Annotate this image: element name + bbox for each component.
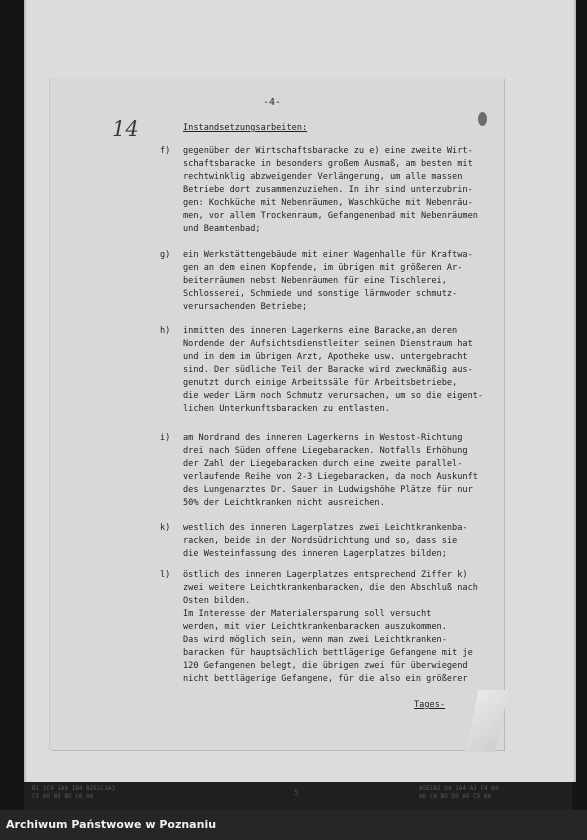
punch-hole-icon	[478, 112, 487, 126]
text-line: inmitten des inneren Lagerkerns eine Baracke,an deren	[183, 326, 458, 336]
text-line: genutzt durch einige Arbeitssäle für Arbeitsbetriebe,	[183, 378, 458, 388]
archive-footer	[0, 810, 587, 840]
entry-marker: h)	[160, 326, 171, 336]
text-line: drei nach Süden offene Liegebaracken. Notfalls Erhöhung	[183, 446, 468, 456]
text-line: gen an dem einen Kopfende, im übrigen mit größeren Ar-	[183, 263, 463, 273]
entry-marker: k)	[160, 523, 171, 533]
section-heading: Instandsetzungsarbeiten:	[183, 123, 308, 133]
page-number: -4-	[263, 97, 282, 108]
text-line: gegenüber der Wirtschaftsbaracke zu e) eine zweite Wirt-	[183, 146, 473, 156]
text-line: gen: Kochküche mit Nebenräumen, Waschküche mit Nebenräu-	[183, 198, 473, 208]
text-line: Im Interesse der Materialersparung soll versucht	[183, 609, 432, 619]
entry-marker: f)	[160, 146, 171, 156]
text-line: schaftsbaracke in besonders großem Ausmaß, am besten mit	[183, 159, 473, 169]
text-line: des Lungenarztes Dr. Sauer in Ludwigshöhe Plätze für nur	[183, 485, 473, 495]
text-line: baracken für hauptsächlich bettlägerige Gefangene mit je	[183, 648, 473, 658]
continuation-word: Tages-	[414, 700, 446, 710]
entry-marker: i)	[160, 433, 171, 443]
text-line: Osten bilden.	[183, 596, 251, 606]
text-line: Nordende der Aufsichtsdienstleiter seinen Dienstraum hat	[183, 339, 473, 349]
text-line: sind. Der südliche Teil der Baracke wird zweckmäßig aus-	[183, 365, 473, 375]
handwritten-folio: 14	[112, 117, 139, 141]
text-line: 120 Gefangenen belegt, die übrigen zwei für überwiegend	[183, 661, 468, 671]
text-line: die Westeinfassung des inneren Lagerplatzes bilden;	[183, 549, 447, 559]
text-line: nicht bettlägerige Gefangene, für die also ein größerer	[183, 674, 468, 684]
text-line: beiterräumen nebst Nebenräumen für eine Tischlerei,	[183, 276, 447, 286]
text-line: östlich des inneren Lagerplatzes entsprechend Ziffer k)	[183, 570, 468, 580]
reference-codes-right: A5E1B2 D4 1A4 A3 C4 B4 A6 C6 B5 D5 A5 C5 B6	[419, 785, 499, 800]
text-line: westlich des inneren Lagerplatzes zwei Leichtkrankenba-	[183, 523, 468, 533]
entry-marker: g)	[160, 250, 171, 260]
text-line: Schlosserei, Schmiede und sonstige lärmwoder schmutz-	[183, 289, 458, 299]
text-line: der Zahl der Liegebaracken durch eine zweite parallel-	[183, 459, 463, 469]
text-line: men, vor allem Trockenraum, Gefangenenbad mit Nebenräumen	[183, 211, 478, 221]
footer-code-strip	[24, 782, 572, 810]
text-line: die weder Lärm noch Schmutz verursachen, um so die eigent-	[183, 391, 484, 401]
text-line: lichen Unterkunftsbaracken zu entlasten.	[183, 404, 390, 414]
text-line: zwei weitere Leichtkrankenbaracken, die den Abschluß nach	[183, 583, 478, 593]
text-line: ein Werkstättengebäude mit einer Wagenhalle für Kraftwa-	[183, 250, 473, 260]
text-line: verlaufende Reihe von 2-3 Liegebaracken, da noch Auskunft	[183, 472, 478, 482]
text-line: und in dem im übrigen Arzt, Apotheke usw. untergebracht	[183, 352, 468, 362]
reference-code-mid: 5	[294, 788, 299, 797]
text-line: werden, mit vier Leichtkrankenbaracken auszukommen.	[183, 622, 447, 632]
reference-codes-left: B1 1C4 1A4 1B4 B2E1C3A3 C5 A5 B5 B5 C6 A6	[32, 785, 116, 800]
text-line: Betriebe dort zusammenzuziehen. In ihr sind unterzubrin-	[183, 185, 473, 195]
entry-marker: l)	[160, 570, 171, 580]
archive-name: Archiwum Państwowe w Poznaniu	[6, 818, 217, 831]
text-line: rechtwinklig abzweigender Verlängerung, um alle massen	[183, 172, 463, 182]
text-line: und Beamtenbad;	[183, 224, 261, 234]
text-line: verursachenden Betriebe;	[183, 302, 308, 312]
text-line: Das wird möglich sein, wenn man zwei Leichtkranken-	[183, 635, 447, 645]
text-line: am Nordrand des inneren Lagerkerns in Westost-Richtung	[183, 433, 463, 443]
text-line: racken, beide in der Nordsüdrichtung und so, dass sie	[183, 536, 458, 546]
text-line: 50% der Leichtkranken nicht ausreichen.	[183, 498, 385, 508]
